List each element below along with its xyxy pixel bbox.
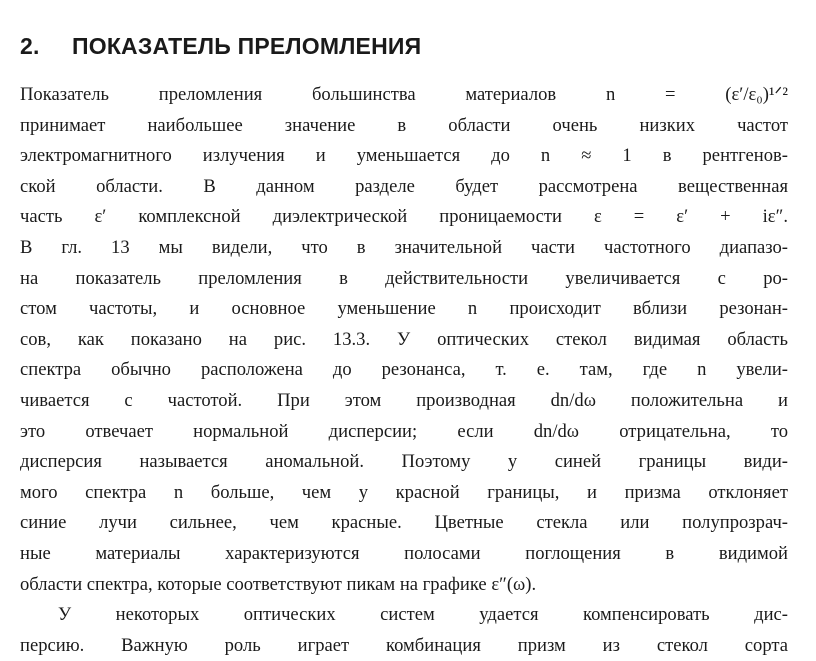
section-body [20,80,788,661]
text-line: У некоторых оптических систем удается компенсировать дис- [58,604,788,626]
text-line: ные материалы характеризуются полосами поглощения в видимой [20,542,788,564]
text-line: мого спектра n больше, чем у красной границы, и призма отклоняет [20,481,788,503]
text-line: стом частоты, и основное уменьшение n происходит вблизи резонан- [20,298,788,320]
text-line: Показатель преломления большинства материалов n = (ε′/ε₀)¹ᐟ² [20,84,788,105]
text-line: это отвечает нормальной дисперсии; если dn/dω отрицательна, то [20,420,788,442]
text-line: В гл. 13 мы видели, что в значительной части частотного диапазо- [20,236,788,258]
text-line: персию. Важную роль играет комбинация призм из стекол сорта [20,634,788,656]
text-line: принимает наибольшее значение в области очень низких частот [20,114,788,136]
text-line: электромагнитного излучения и уменьшается до n ≈ 1 в рентгенов- [20,145,788,167]
paragraph [20,600,788,661]
text-line: спектра обычно расположена до резонанса, т. е. там, где n увели- [20,359,788,381]
text-line: синие лучи сильнее, чем красные. Цветные стекла или полупрозрач- [20,512,788,534]
text-line: сов, как показано на рис. 13.3. У оптических стекол видимая область [20,328,788,350]
section-title: ПОКАЗАТЕЛЬ ПРЕЛОМЛЕНИЯ [72,33,422,59]
text-line: дисперсия называется аномальной. Поэтому у синей границы види- [20,451,788,473]
text-line: на показатель преломления в действительности увеличивается с ро- [20,267,788,289]
section-heading [20,33,421,60]
paragraph [20,80,788,600]
section-number: 2. [20,33,40,59]
text-line: чивается с частотой. При этом производная dn/dω положительна и [20,389,788,411]
text-line: ской области. В данном разделе будет рассмотрена вещественная [20,175,788,197]
text-line: часть ε′ комплексной диэлектрической проницаемости ε = ε′ + iε″. [20,206,788,228]
text-line: области спектра, которые соответствуют пикам на графике ε″(ω). [20,573,537,595]
